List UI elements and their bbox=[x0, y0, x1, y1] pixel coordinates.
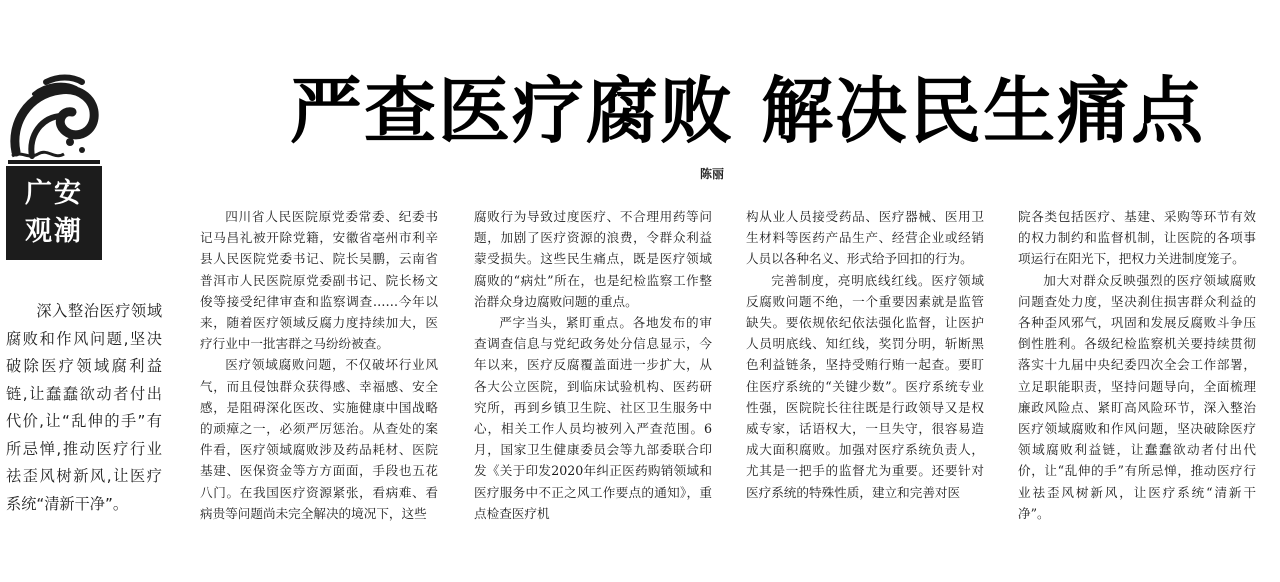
article-column-4 bbox=[1018, 206, 1256, 552]
article-paragraph: 腐败行为导致过度医疗、不合理用药等问题，加剧了医疗资源的浪费，令群众利益蒙受损失。这些民生痛点，既是医疗领域腐败的“病灶”所在，也是纪检监察工作整治群众身边腐败问题的重点。 bbox=[474, 209, 712, 309]
article-column-3 bbox=[746, 206, 984, 552]
column-label-line1: 广安 bbox=[25, 178, 83, 209]
article-paragraph: 四川省人民医院原党委常委、纪委书记马昌礼被开除党籍，安徽省亳州市利辛县人民医院党委书记、院长吴鹏，云南省普洱市人民医院原党委副书记、院长杨文俊等接受纪律审查和监察调查……今年以来，随着医疗领域反腐力度持续加大，医疗行业中一批害群之马纷纷被查。 bbox=[200, 209, 438, 352]
sidebar-summary: 深入整治医疗领域腐败和作风问题,坚决破除医疗领域腐利益链,让蠢蠢欲动者付出代价,让“乱伸的手”有所忌惮,推动医疗行业祛歪风树新风,让医疗系统“清新干净”。 bbox=[6, 302, 162, 513]
article-paragraph: 院各类包括医疗、基建、采购等环节有效的权力制约和监督机制，让医院的各项事项运行在阳光下，把权力关进制度笼子。 bbox=[1018, 209, 1256, 267]
wave-swirl-logo-icon bbox=[6, 72, 102, 166]
article-column-2 bbox=[474, 206, 712, 552]
article-paragraph: 构从业人员接受药品、医疗器械、医用卫生材料等医药产品生产、经营企业或经销人员以各种名义、形式给予回扣的行为。 bbox=[746, 209, 984, 267]
column-label bbox=[6, 166, 102, 260]
article-paragraph: 严字当头，紧盯重点。各地发布的审查调查信息与党纪政务处分信息显示，今年以来，医疗反腐覆盖面进一步扩大，从各大公立医院，到临床试验机构、医药研究所，再到乡镇卫生院、社区卫生服务中心，相关工作人员均被列入严查范围。6月，国家卫生健康委员会等九部委联合印发《关于印发2020年纠正医药购销领域和医疗服务中不正之风工作要点的通知》，重点检查医疗机 bbox=[474, 315, 712, 521]
article-byline: 陈丽 bbox=[700, 167, 725, 181]
article-paragraph: 完善制度，亮明底线红线。医疗领域反腐败问题不绝，一个重要因素就是监管缺失。要依规依纪依法强化监督，让医护人员明底线、知红线，奖罚分明，斩断黑色利益链条，坚持受贿行贿一起查。要盯住医疗系统的“关键少数”。医疗系统专业性强，医院院长往往既是行政领导又是权威专家，话语权大，一旦失守，很容易造成大面积腐败。加强对医疗系统负责人，尤其是一把手的监督尤为重要。还要针对医疗系统的特殊性质，建立和完善对医 bbox=[746, 272, 984, 500]
article-paragraph: 医疗领域腐败问题，不仅破坏行业风气，而且侵蚀群众获得感、幸福感、安全感，是阻碍深化医改、实施健康中国战略的顽瘴之一，必须严厉惩治。从查处的案件看，医疗领域腐败涉及药品耗材、医院基建、医保资金等方方面面，手段也五花八门。在我国医疗资源紧张，看病难、看病贵等问题尚未完全解决的境况下，这些 bbox=[200, 357, 438, 521]
column-label-line2: 观潮 bbox=[25, 216, 83, 247]
article-column-1 bbox=[200, 206, 438, 552]
column-logo bbox=[6, 72, 102, 260]
article-headline: 严查医疗腐败 解决民生痛点 bbox=[290, 68, 1206, 153]
article-paragraph: 加大对群众反映强烈的医疗领域腐败问题查处力度，坚决刹住损害群众利益的各种歪风邪气，巩固和发展反腐败斗争压倒性胜利。各级纪检监察机关要持续贯彻落实十九届中央纪委四次全会工作部署，立足职能职责，坚持问题导向，全面梳理廉政风险点、紧盯高风险环节，深入整治医疗领域腐败和作风问题，坚决破除医疗领域腐败利益链，让蠢蠢欲动者付出代价，让“乱伸的手”有所忌惮，推动医疗行业祛歪风树新风，让医疗系统“清新干净”。 bbox=[1018, 272, 1256, 521]
